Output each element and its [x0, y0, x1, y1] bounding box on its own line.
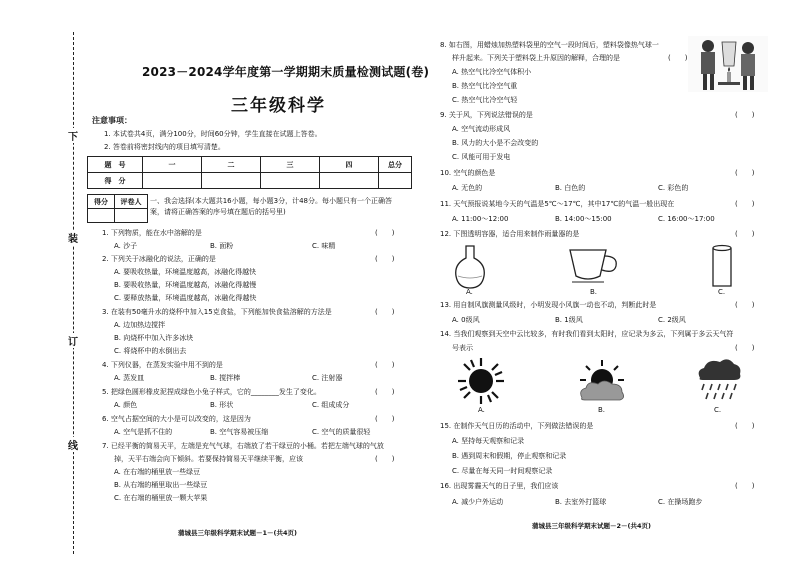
q14-stem: 14. 当我们观察到天空中云比较多，有时我们看到太阳时，应记录为多云，下列属于多云天气符 [440, 330, 734, 338]
grader-name-cell [115, 209, 148, 223]
q16-option-a[interactable]: A. 减少户外运动 [452, 498, 504, 506]
q13-answer-paren[interactable]: ( ) [735, 301, 755, 309]
q2-stem: 2. 下列关于冰融化的说法，正确的是 [102, 255, 216, 263]
q14-answer-paren[interactable]: ( ) [735, 344, 755, 352]
q3-option-a[interactable]: A. 边加热边搅拌 [114, 321, 166, 329]
q9-option-c[interactable]: C. 风能可用于发电 [452, 153, 511, 161]
q6-option-c[interactable]: C. 空气的质量很轻 [312, 428, 371, 436]
q2-option-c[interactable]: C. 要释放热量，环境温度越高，冰融化得越快 [114, 294, 257, 302]
score-table-value-row [88, 173, 412, 189]
notice-item-2: 2. 答卷前将密封线内的项目填写清楚。 [104, 143, 225, 151]
q14-option-a[interactable]: A. [478, 406, 485, 414]
q5-option-c[interactable]: C. 组成成分 [312, 401, 350, 409]
score-cell: 二 [202, 157, 261, 173]
q11-option-b[interactable]: B. 14:00～15:00 [555, 215, 612, 223]
score-table [87, 156, 412, 189]
partly-cloudy-weather-icon[interactable] [576, 358, 628, 404]
q7-option-c[interactable]: C. 在右端的桶里放一颗大苹果 [114, 494, 208, 502]
rain-cloud-weather-icon[interactable] [694, 356, 744, 406]
q6-stem: 6. 空气占据空间的大小是可以改变的，这是因为 [102, 415, 251, 423]
q1-option-a[interactable]: A. 沙子 [114, 242, 138, 250]
q12-option-b[interactable]: B. [590, 288, 598, 296]
page-footer-right: 蒲城县三年级科学期末试题－2－(共4页) [532, 522, 651, 530]
q3-option-b[interactable]: B. 向烧杯中加入许多冰块 [114, 334, 194, 342]
cylinder-container-icon[interactable] [710, 244, 734, 290]
q4-answer-paren[interactable]: ( ) [375, 361, 395, 369]
score-cell: 总分 [379, 157, 412, 173]
q13-option-c[interactable]: C. 2级风 [658, 316, 686, 324]
q7-option-b[interactable]: B. 从右端的桶里取出一些绿豆 [114, 481, 208, 489]
score-cell: 得 分 [88, 173, 143, 189]
q14-option-b[interactable]: B. [598, 406, 606, 414]
q13-option-a[interactable]: A. 0级风 [452, 316, 480, 324]
binding-line [73, 32, 74, 554]
q2-option-a[interactable]: A. 要吸收热量，环境温度越高，冰融化得越快 [114, 268, 257, 276]
q2-option-b[interactable]: B. 要吸收热量，环境温度越高，冰融化得越慢 [114, 281, 257, 289]
q9-answer-paren[interactable]: ( ) [735, 111, 755, 119]
q10-answer-paren[interactable]: ( ) [735, 169, 755, 177]
q9-option-b[interactable]: B. 风力的大小是不会改变的 [452, 139, 539, 147]
q15-option-b[interactable]: B. 遇到周末和假期，停止观察和记录 [452, 452, 567, 460]
q7-stem: 7. 已经平衡的简易天平，左端是充气气球，右端放了若干绿豆的小桶。若把左端气球的气放 [102, 442, 384, 450]
q3-option-c[interactable]: C. 将烧杯中的水倒出去 [114, 347, 187, 355]
q5-option-b[interactable]: B. 形状 [210, 401, 234, 409]
q10-option-b[interactable]: B. 白色的 [555, 184, 586, 192]
q11-answer-paren[interactable]: ( ) [735, 200, 755, 208]
score-cell [261, 173, 320, 189]
binding-label-xia: 下 [68, 128, 78, 143]
subject-title: 三年级科学 [231, 96, 326, 116]
q15-option-c[interactable]: C. 尽量在每天同一时间观察记录 [452, 467, 553, 475]
score-cell [320, 173, 379, 189]
q7-answer-paren[interactable]: ( ) [375, 455, 395, 463]
score-cell: 题 号 [88, 157, 143, 173]
q9-option-a[interactable]: A. 空气流动形成风 [452, 125, 511, 133]
q7-option-a[interactable]: A. 在右端的桶里放一些绿豆 [114, 468, 201, 476]
q8-stem: 8. 如右图，用蜡烛加热塑料袋里的空气一段时间后，塑料袋像热气球一 [440, 41, 659, 49]
score-cell [379, 173, 412, 189]
q1-option-c[interactable]: C. 味精 [312, 242, 336, 250]
score-cell [202, 173, 261, 189]
q8-stem-line2: 样升起来。下列关于塑料袋上升原因的解释，合理的是 [452, 54, 620, 62]
q15-option-a[interactable]: A. 坚持每天观察和记录 [452, 437, 525, 445]
q14-option-c[interactable]: C. [714, 406, 722, 414]
q7-stem-line2: 掉，天平右端会向下倾斜。若要保持简易天平继续平衡，应该 [114, 455, 303, 463]
q16-option-b[interactable]: B. 去室外打篮球 [555, 498, 607, 506]
q12-stem: 12. 下图透明容器，适合用来制作雨量器的是 [440, 230, 580, 238]
q3-stem: 3. 在装有50毫升水的烧杯中加入15克食盐，下列能加快食盐溶解的方法是 [102, 308, 332, 316]
q3-answer-paren[interactable]: ( ) [375, 308, 395, 316]
q15-answer-paren[interactable]: ( ) [735, 422, 755, 430]
q10-option-a[interactable]: A. 无色的 [452, 184, 483, 192]
q10-option-c[interactable]: C. 彩色的 [658, 184, 689, 192]
score-cell: 三 [261, 157, 320, 173]
q16-option-c[interactable]: C. 在操场跑步 [658, 498, 703, 506]
notice-heading: 注意事项： [92, 116, 132, 125]
exam-title: 2023－2024学年度第一学期期末质量检测试题(卷) [142, 65, 430, 79]
notice-item-1: 1. 本试卷共4页，满分100分，时间60分钟，学生直接在试题上答卷。 [104, 130, 322, 138]
q4-option-b[interactable]: B. 搅拌棒 [210, 374, 241, 382]
q13-stem: 13. 用自制风旗测量风级时，小明发现小风旗一动也不动，判断此时是 [440, 301, 657, 309]
q5-option-a[interactable]: A. 颜色 [114, 401, 138, 409]
grader-name-label: 评卷人 [115, 195, 148, 209]
candle-bag-illustration [688, 36, 768, 92]
q6-option-b[interactable]: B. 空气容易被压缩 [210, 428, 269, 436]
q6-option-a[interactable]: A. 空气是抓不住的 [114, 428, 173, 436]
score-table-header-row [88, 157, 412, 173]
q14-stem-line2: 号表示 [452, 344, 473, 352]
q1-stem: 1. 下列物质，能在水中溶解的是 [102, 229, 202, 237]
grader-score-cell [88, 209, 115, 223]
q11-stem: 11. 天气预报说某地今天的气温是5℃～17℃，其中17℃的气温一般出现在 [440, 200, 675, 208]
q8-option-c[interactable]: C. 热空气比冷空气轻 [452, 96, 518, 104]
q6-answer-paren[interactable]: ( ) [375, 415, 395, 423]
score-cell [143, 173, 202, 189]
grader-score-label: 得分 [88, 195, 115, 209]
q15-stem: 15. 在制作天气日历的活动中，下列做法错误的是 [440, 422, 594, 430]
q16-answer-paren[interactable]: ( ) [735, 482, 755, 490]
q13-option-b[interactable]: B. 1级风 [555, 316, 583, 324]
q11-option-a[interactable]: A. 11:00～12:00 [452, 215, 509, 223]
binding-label-ding: 订 [68, 333, 78, 348]
q8-option-b[interactable]: B. 热空气比冷空气重 [452, 82, 518, 90]
q2-answer-paren[interactable]: ( ) [375, 255, 395, 263]
q8-option-a[interactable]: A. 热空气比冷空气体积小 [452, 68, 532, 76]
q1-option-b[interactable]: B. 面粉 [210, 242, 234, 250]
q5-stem: 5. 把绿色圆形橡皮泥捏成绿色小兔子样式，它的________发生了变化。 [102, 388, 321, 396]
q8-answer-paren[interactable]: ( ) [668, 54, 688, 62]
q11-option-c[interactable]: C. 16:00～17:00 [658, 215, 715, 223]
page-footer-left: 蒲城县三年级科学期末试题－1－(共4页) [178, 529, 297, 537]
binding-label-zhuang: 装 [68, 230, 78, 245]
q12-option-a[interactable]: A. [466, 288, 473, 296]
teacup-container-icon[interactable] [566, 246, 620, 286]
q1-answer-paren[interactable]: ( ) [375, 229, 395, 237]
score-cell: 四 [320, 157, 379, 173]
section-1-heading: 一、我会选择(本大题共16小题，每小题3分，计48分。每小题只有一个正确答案，请将正确答案的序号填在题后的括号里) [150, 197, 392, 216]
q5-answer-paren[interactable]: ( ) [375, 388, 395, 396]
q12-option-c[interactable]: C. [718, 288, 726, 296]
binding-label-xian: 线 [68, 437, 78, 452]
q12-answer-paren[interactable]: ( ) [735, 230, 755, 238]
q9-stem: 9. 关于风，下列说法错误的是 [440, 111, 533, 119]
grader-table [87, 194, 148, 223]
flask-container-icon[interactable] [452, 244, 488, 290]
q10-stem: 10. 空气的颜色是 [440, 169, 496, 177]
score-cell: 一 [143, 157, 202, 173]
q4-stem: 4. 下列仪器，在蒸发实验中用不到的是 [102, 361, 223, 369]
q4-option-a[interactable]: A. 蒸发皿 [114, 374, 145, 382]
q16-stem: 16. 出现雾霾天气的日子里，我们应该 [440, 482, 559, 490]
q4-option-c[interactable]: C. 注射器 [312, 374, 343, 382]
sunny-weather-icon[interactable] [456, 356, 506, 406]
